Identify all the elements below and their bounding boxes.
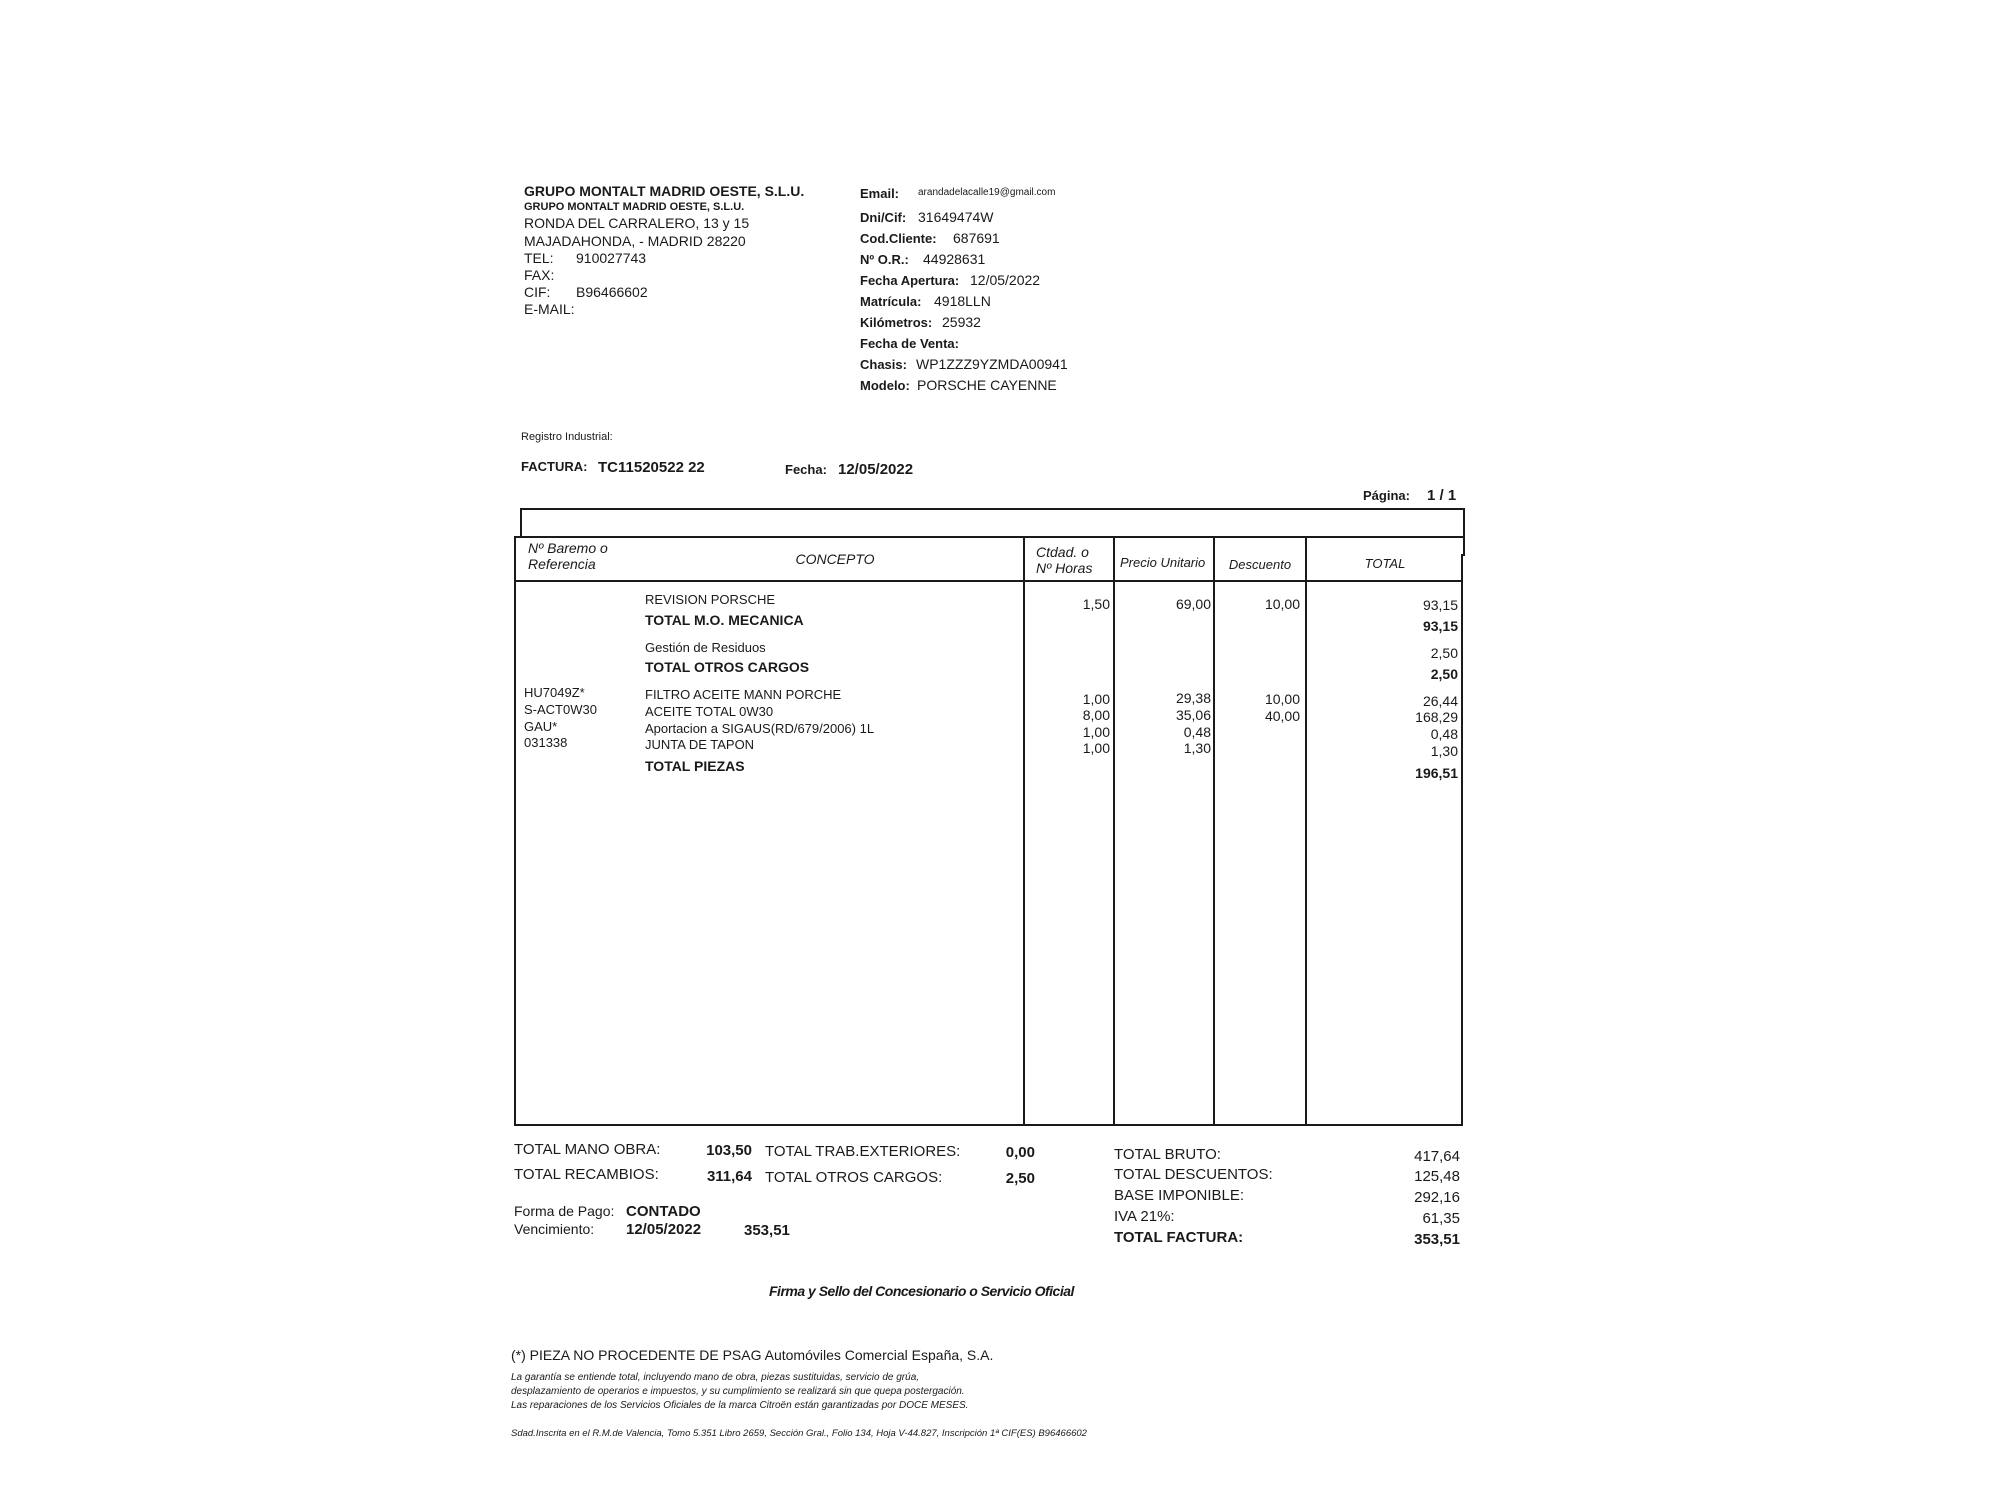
company-email-label: E-MAIL: [524,301,575,317]
row-concept: Gestión de Residuos [645,640,766,655]
row-total: 26,44 [1422,693,1458,709]
page-number: 1 / 1 [1427,487,1457,504]
customer-dni-label: Dni/Cif: [860,210,907,225]
row-total: 2,50 [1430,645,1458,661]
page-label: Página: [1363,488,1410,503]
gross-label: TOTAL BRUTO: [1114,1146,1221,1163]
company-city: MAJADAHONDA, - MADRID 28220 [524,233,746,249]
row-total: 93,15 [1422,597,1458,613]
customer-plate-label: Matrícula: [860,294,922,309]
row-total: 2,50 [1430,666,1458,682]
labor-value: 103,50 [706,1142,752,1159]
row-unit: 35,06 [1175,707,1211,723]
row-total: 0,48 [1430,726,1458,742]
row-total: 196,51 [1415,765,1458,781]
row-concept: FILTRO ACEITE MANN PORCHE [645,687,842,702]
row-unit: 1,30 [1183,740,1211,756]
customer-or-label: Nº O.R.: [860,252,909,267]
customer-client: 687691 [953,230,1000,246]
header-ref: Nº Baremo o Referencia [528,540,608,572]
payment-label: Forma de Pago: [514,1203,615,1219]
row-concept: Aportacion a SIGAUS(RD/679/2006) 1L [645,721,875,736]
invoice-date: 12/05/2022 [838,461,914,478]
customer-or: 44928631 [923,251,986,267]
disc-value: 125,48 [1414,1168,1460,1185]
disc-label: TOTAL DESCUENTOS: [1114,1166,1273,1183]
row-total: 168,29 [1415,709,1458,725]
warranty-line-2: desplazamiento de operarios e impuestos, y su cumplimiento se realizará sin que quepa postergación. [511,1386,965,1397]
non-psag-note: (*) PIEZA NO PROCEDENTE DE PSAG Automóviles Comercial España, S.A. [511,1347,994,1363]
row-unit: 69,00 [1175,596,1211,612]
warranty-line-3: Las reparaciones de los Servicios Oficiales de la marca Citroën están garantizadas por DOCE MESES. [511,1400,969,1411]
company-tel: 910027743 [576,250,647,266]
customer-km: 25932 [942,314,981,330]
row-qty: 1,00 [1082,740,1110,756]
base-label: BASE IMPONIBLE: [1114,1187,1245,1204]
due-date: 12/05/2022 [626,1221,702,1238]
invoice-number: TC11520522 22 [598,459,705,476]
row-concept: ACEITE TOTAL 0W30 [645,704,774,719]
row-unit: 29,38 [1175,690,1211,706]
header-unit: Precio Unitario [1120,555,1206,570]
company-fax-label: FAX: [524,267,555,283]
company-name: GRUPO MONTALT MADRID OESTE, S.L.U. [524,183,805,199]
row-discount: 40,00 [1264,708,1300,724]
invoice-date-label: Fecha: [785,462,827,477]
vat-value: 61,35 [1422,1210,1460,1227]
row-concept: REVISION PORSCHE [645,592,776,607]
row-concept: JUNTA DE TAPON [645,737,755,752]
base-value: 292,16 [1414,1189,1460,1206]
customer-sale-label: Fecha de Venta: [860,336,959,351]
labor-label: TOTAL MANO OBRA: [514,1141,661,1158]
customer-opening: 12/05/2022 [970,272,1041,288]
customer-model-label: Modelo: [860,378,910,393]
total-value: 353,51 [1414,1231,1460,1248]
company-name-small: GRUPO MONTALT MADRID OESTE, S.L.U. [524,201,745,213]
company-cif: B96466602 [576,284,648,300]
total-label: TOTAL FACTURA: [1114,1229,1244,1246]
vat-label: IVA 21%: [1114,1208,1175,1225]
header-discount: Descuento [1228,557,1292,572]
due-amount: 353,51 [744,1222,790,1239]
header-concept: CONCEPTO [795,551,875,567]
warranty-line-1: La garantía se entiende total, incluyendo mano de obra, piezas sustituidas, servicio de grúa, [511,1372,920,1383]
row-qty: 8,00 [1082,707,1110,723]
registry-label: Registro Industrial: [521,431,613,443]
gross-value: 417,64 [1414,1148,1460,1165]
registry-text: Sdad.Inscrita en el R.M.de Valencia, Tomo 5.351 Libro 2659, Sección Gral., Folio 134, Hoja V-44.827, Inscripción 1ª CIF(ES) B96466602 [511,1428,1087,1439]
company-tel-label: TEL: [524,250,554,266]
other-value: 2,50 [1005,1170,1035,1187]
customer-opening-label: Fecha Apertura: [860,273,960,288]
customer-client-label: Cod.Cliente: [860,231,937,246]
header-qty: Ctdad. o Nº Horas [1036,544,1093,576]
due-label: Vencimiento: [514,1221,595,1237]
row-ref: 031338 [524,735,568,750]
row-discount: 10,00 [1264,691,1300,707]
row-qty: 1,00 [1082,691,1110,707]
signature-caption: Firma y Sello del Concesionario o Servicio Oficial [769,1283,1074,1299]
company-cif-label: CIF: [524,284,551,300]
row-concept: TOTAL M.O. MECANICA [645,612,804,628]
customer-km-label: Kilómetros: [860,315,933,330]
row-total: 1,30 [1430,743,1458,759]
row-ref: S-ACT0W30 [524,702,597,717]
row-qty: 1,00 [1082,724,1110,740]
row-unit: 0,48 [1183,724,1211,740]
company-address: RONDA DEL CARRALERO, 13 y 15 [524,215,750,231]
row-ref: GAU* [524,719,558,734]
ext-value: 0,00 [1005,1144,1035,1161]
invoice-label: FACTURA: [521,459,588,474]
row-concept: TOTAL PIEZAS [645,758,745,774]
row-total: 93,15 [1422,618,1458,634]
customer-plate: 4918LLN [934,293,991,309]
row-discount: 10,00 [1264,596,1300,612]
payment-value: CONTADO [626,1203,701,1220]
ext-label: TOTAL TRAB.EXTERIORES: [765,1143,961,1160]
other-label: TOTAL OTROS CARGOS: [765,1169,943,1186]
row-ref: HU7049Z* [524,685,585,700]
customer-chassis-label: Chasis: [860,357,907,372]
row-concept: TOTAL OTROS CARGOS [645,659,810,675]
parts-value: 311,64 [706,1168,752,1185]
customer-email-label: Email: [860,186,900,201]
header-total: TOTAL [1364,556,1406,571]
row-qty: 1,50 [1082,596,1110,612]
customer-chassis: WP1ZZZ9YZMDA00941 [916,356,1068,372]
customer-email: arandadelacalle19@gmail.com [918,187,1056,198]
customer-model: PORSCHE CAYENNE [917,377,1057,393]
parts-label: TOTAL RECAMBIOS: [514,1166,659,1183]
customer-dni: 31649474W [918,209,994,225]
